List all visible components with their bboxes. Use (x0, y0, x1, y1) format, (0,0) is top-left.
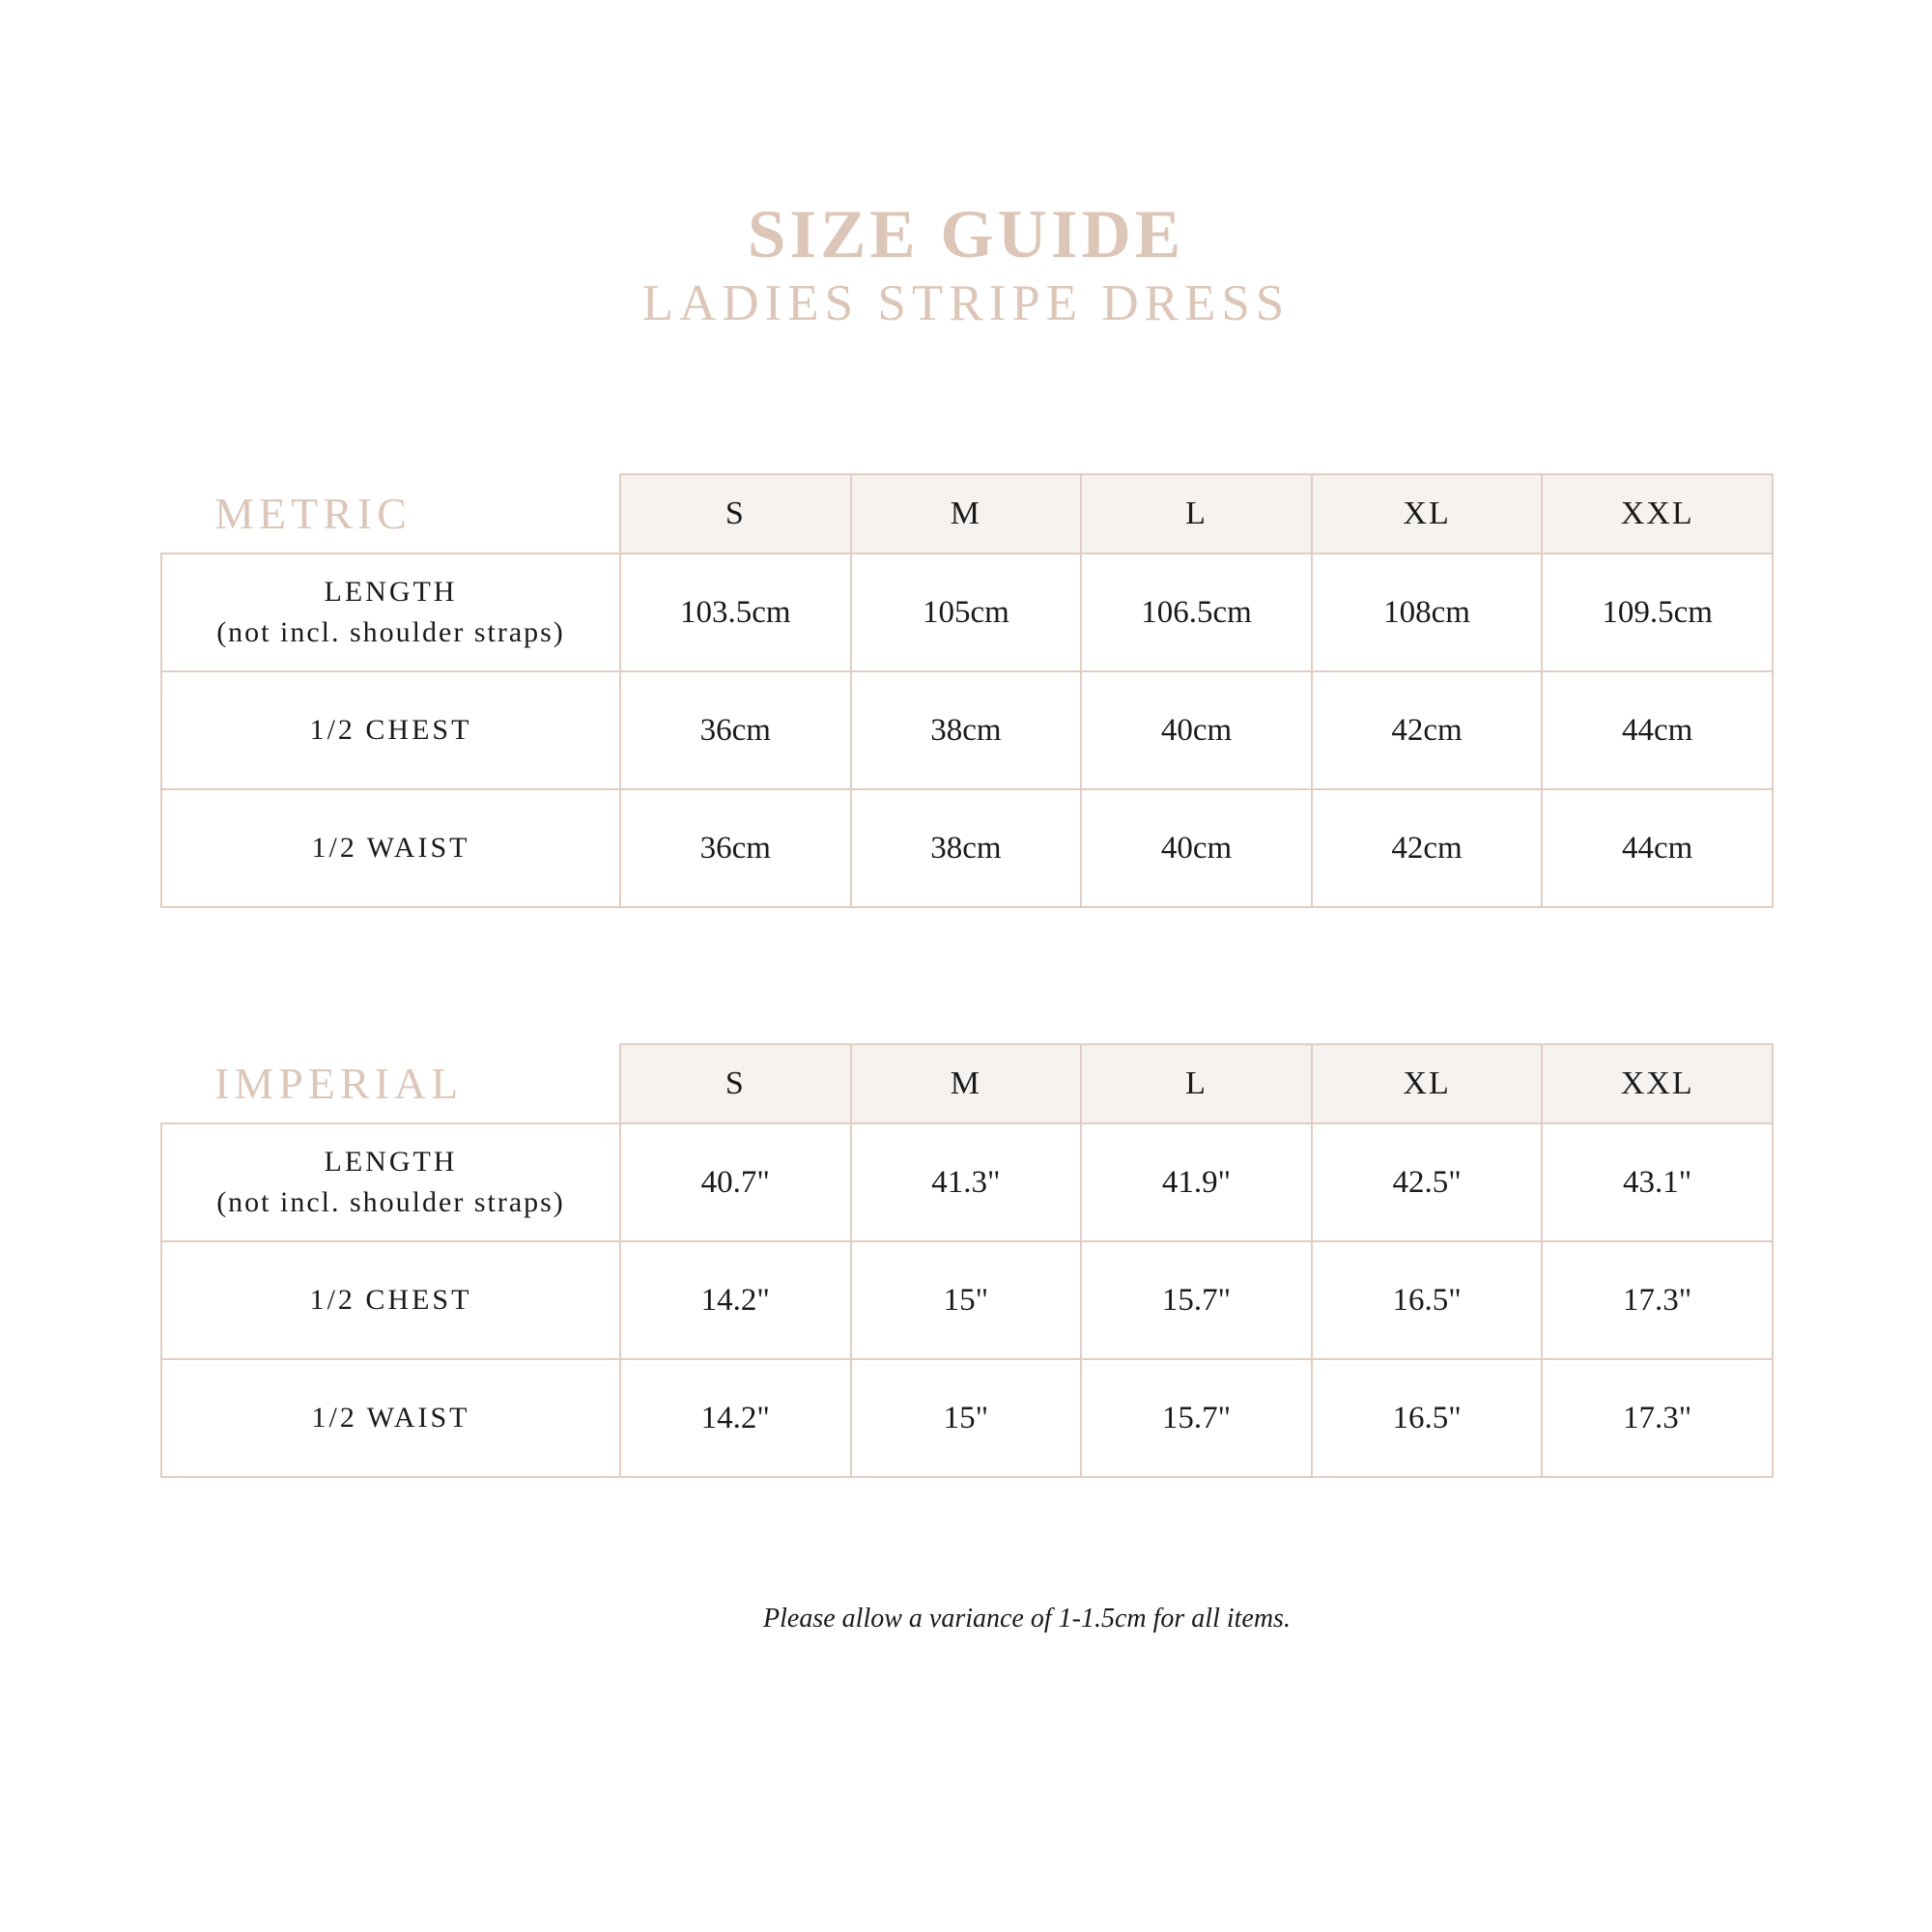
table-cell: 42cm (1312, 789, 1543, 907)
size-header-cell: M (851, 474, 1082, 554)
table-cell: 14.2" (620, 1241, 851, 1359)
table-row (161, 789, 1773, 907)
table-cell: 40cm (1081, 789, 1312, 907)
table-cell: 17.3" (1542, 1241, 1773, 1359)
table-row (161, 1359, 1773, 1477)
metric-section (160, 473, 1772, 908)
row-label-text: LENGTH (324, 1146, 458, 1178)
row-label-text: 1/2 CHEST (309, 1284, 472, 1316)
table-cell: 43.1" (1542, 1123, 1773, 1241)
table-cell: 16.5" (1312, 1359, 1543, 1477)
table-cell: 41.3" (851, 1123, 1082, 1241)
table-cell: 41.9" (1081, 1123, 1312, 1241)
size-header-cell: L (1081, 1044, 1312, 1123)
variance-note: Please allow a variance of 1-1.5cm for all items. (763, 1604, 1291, 1634)
table-cell: 38cm (851, 789, 1082, 907)
metric-section-label: METRIC (214, 489, 412, 538)
table-cell: 42cm (1312, 671, 1543, 789)
table-cell: 40.7" (620, 1123, 851, 1241)
row-sublabel: (not incl. shoulder straps) (216, 1186, 565, 1218)
row-label (161, 1241, 620, 1359)
page-title: SIZE GUIDE (747, 197, 1185, 272)
row-label-text: 1/2 CHEST (309, 714, 472, 746)
row-label (161, 789, 620, 907)
imperial-section-label: IMPERIAL (214, 1059, 464, 1108)
size-header-cell: S (620, 1044, 851, 1123)
table-row (161, 1241, 1773, 1359)
size-header-cell: XXL (1542, 1044, 1773, 1123)
size-header-cell: XL (1312, 474, 1543, 554)
imperial-section (160, 1043, 1772, 1478)
row-label-text: LENGTH (324, 576, 458, 608)
table-cell: 103.5cm (620, 554, 851, 671)
table-cell: 17.3" (1542, 1359, 1773, 1477)
page-subtitle: LADIES STRIPE DRESS (641, 275, 1291, 331)
table-cell: 16.5" (1312, 1241, 1543, 1359)
table-cell: 42.5" (1312, 1123, 1543, 1241)
table-cell: 109.5cm (1542, 554, 1773, 671)
row-label (161, 671, 620, 789)
table-cell: 14.2" (620, 1359, 851, 1477)
row-label (161, 1359, 620, 1477)
table-cell: 40cm (1081, 671, 1312, 789)
row-label (161, 1123, 620, 1241)
table-cell: 106.5cm (1081, 554, 1312, 671)
table-cell: 105cm (851, 554, 1082, 671)
table-cell: 15" (851, 1359, 1082, 1477)
table-row (161, 1123, 1773, 1241)
row-label-text: 1/2 WAIST (311, 1402, 470, 1434)
size-header-cell: L (1081, 474, 1312, 554)
table-row (161, 554, 1773, 671)
size-header-cell: M (851, 1044, 1082, 1123)
row-sublabel: (not incl. shoulder straps) (216, 616, 565, 648)
table-cell: 15.7" (1081, 1241, 1312, 1359)
table-row (161, 671, 1773, 789)
table-cell: 15.7" (1081, 1359, 1312, 1477)
row-label (161, 554, 620, 671)
table-cell: 44cm (1542, 671, 1773, 789)
size-header-cell: S (620, 474, 851, 554)
table-cell: 36cm (620, 789, 851, 907)
size-header-cell: XL (1312, 1044, 1543, 1123)
table-cell: 44cm (1542, 789, 1773, 907)
size-header-cell: XXL (1542, 474, 1773, 554)
table-cell: 36cm (620, 671, 851, 789)
table-cell: 15" (851, 1241, 1082, 1359)
table-cell: 108cm (1312, 554, 1543, 671)
table-cell: 38cm (851, 671, 1082, 789)
row-label-text: 1/2 WAIST (311, 832, 470, 864)
